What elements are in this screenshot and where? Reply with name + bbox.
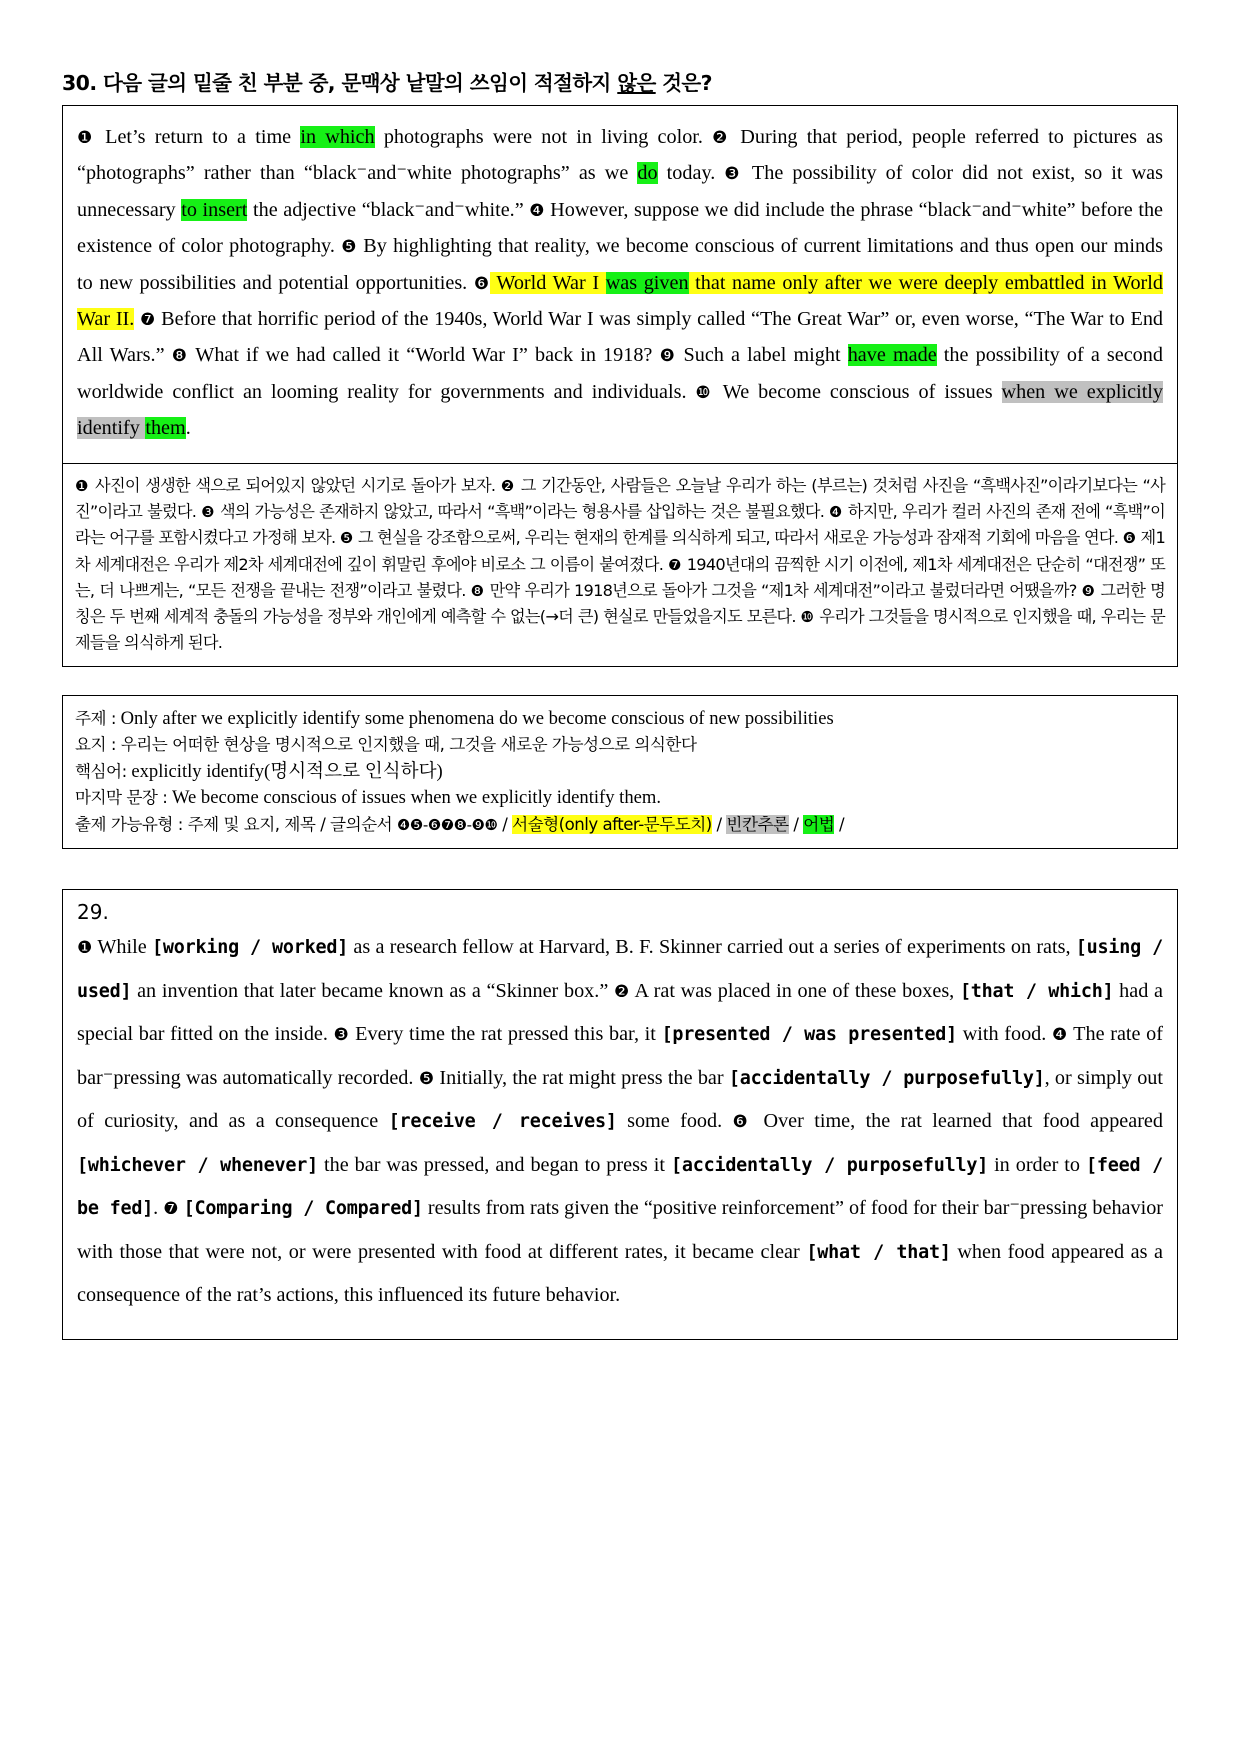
sentence-number: ❸ bbox=[201, 502, 216, 521]
passage-text: the bar was pressed, and began to press it bbox=[318, 1153, 671, 1176]
sentence-number: ❹ bbox=[529, 200, 545, 221]
passage-text: Such a label might bbox=[676, 344, 848, 367]
summary-topic-text: Only after we explicitly identify some phenomena do we become conscious of new possibilities bbox=[120, 707, 834, 729]
summary-gist-line bbox=[75, 732, 1165, 759]
yellow-highlight: World War I bbox=[490, 271, 606, 294]
grammar-choice: [accidentally / purposefully] bbox=[670, 1154, 989, 1176]
passage-text: By highlighting that reality, we become conscious of current limitations and thus open our minds to new possibilities and potential opportunities. bbox=[77, 235, 1163, 294]
passage-text: some food. bbox=[616, 1110, 733, 1133]
passage-text: 색의 가능성은 존재하지 않았고, 따라서 “흑백”이라는 형용사를 삽입하는 것은 불필요했다. bbox=[215, 501, 830, 521]
green-highlight: was given bbox=[605, 271, 689, 294]
passage-text: During that period, people referred to pictures as “photographs” rather than “black⁻and⁻white photographs” as we bbox=[77, 126, 1164, 185]
passage-text: 그 기간동안, 사람들은 오늘날 우리가 하는 (부르는) 것처럼 사진을 “흑백사진”이라기보다는 “사진”이라고 불렀다. bbox=[75, 475, 1166, 521]
passage-text: today. bbox=[657, 162, 725, 185]
english-passage bbox=[77, 120, 1163, 447]
passage-text: Every time the rat pressed this bar, it bbox=[349, 1023, 662, 1046]
summary-gist-text: 우리는 어떠한 현상을 명시적으로 인지했을 때, 그것을 새로운 가능성으로 의식한다 bbox=[120, 735, 697, 755]
sentence-number: ❺ bbox=[418, 1068, 435, 1089]
question-30-passage-box bbox=[62, 105, 1178, 667]
sentence-number: ❶ bbox=[77, 938, 93, 959]
passage-text: 제1차 세계대전은 우리가 제2차 세계대전에 깊이 휘말린 후에야 비로소 그 이름이 붙여졌다. bbox=[75, 528, 1165, 574]
passage-text: 그 현실을 강조함으로써, 우리는 현재의 한계를 의식하게 되고, 따라서 새로운 가능성과 잠재적 기회에 마음을 연다. bbox=[353, 528, 1123, 548]
summary-topic-label: 주제 : bbox=[75, 708, 116, 728]
grammar-choice: [accidentally / purposefully] bbox=[728, 1067, 1045, 1089]
sentence-number: ❷ bbox=[500, 476, 516, 495]
green-highlight: to insert bbox=[181, 198, 248, 221]
korean-translation-container bbox=[63, 463, 1177, 666]
passage-text: What if we had called it “World War I” back in 1918? bbox=[188, 344, 660, 367]
summary-last-sentence-line bbox=[75, 785, 1165, 812]
sentence-number: ❷ bbox=[613, 981, 630, 1002]
question-30-heading-negation: 않은 bbox=[617, 71, 656, 95]
sentence-number: ❿ bbox=[695, 382, 715, 403]
passage-text: in order to bbox=[988, 1153, 1086, 1176]
sentence-number: ❼ bbox=[668, 555, 682, 574]
english-passage-container bbox=[63, 106, 1177, 463]
question-30-heading bbox=[62, 0, 1178, 105]
sentence-number: ❸ bbox=[333, 1025, 350, 1046]
sentence-number: ❿ bbox=[800, 608, 815, 627]
passage-text: 1940년대의 끔찍한 시기 이전에, 제1차 세계대전은 단순히 “대전쟁” 또는, 더 나쁘게는, “모든 전쟁을 끝내는 전쟁”이라고 불렸다. bbox=[75, 554, 1165, 600]
summary-types-text: 주제 및 요지, 제목 / 글의순서 bbox=[187, 814, 397, 834]
summary-type-tag-blank: 빈칸추론 bbox=[726, 814, 789, 834]
summary-types-sep-2: / bbox=[711, 814, 727, 834]
summary-gist-label: 요지 : bbox=[75, 735, 116, 755]
passage-text: results from rats given the “positive reinforcement” of food for their bar⁻pressing behavior with those that were not, or were presented with food at different rates, it became clear bbox=[77, 1197, 1164, 1263]
passage-text: as a research fellow at Harvard, B. F. Skinner carried out a series of experiments on rats, bbox=[348, 936, 1076, 959]
grammar-choice: [using / used] bbox=[77, 937, 1163, 1002]
summary-keyword-text: explicitly identify(명시적으로 인식하다) bbox=[131, 760, 443, 782]
sentence-number: ❻ bbox=[732, 1112, 754, 1133]
grammar-choice: [presented / was presented] bbox=[661, 1024, 958, 1046]
grammar-choice: [receive / receives] bbox=[388, 1111, 617, 1133]
grammar-choice: [Comparing / Compared] bbox=[183, 1198, 423, 1220]
sentence-number: ❻ bbox=[1122, 529, 1137, 548]
summary-topic-line bbox=[75, 706, 1165, 733]
sentence-number: ❽ bbox=[470, 581, 485, 600]
passage-text: Let’s return to a time bbox=[95, 126, 301, 148]
summary-types-line bbox=[75, 812, 1165, 839]
grammar-choice: [feed / be fed] bbox=[77, 1154, 1164, 1220]
sentence-number: ❶ bbox=[77, 128, 96, 148]
summary-keyword-line bbox=[75, 759, 1165, 786]
sentence-number: ❸ bbox=[724, 164, 744, 185]
passage-text: 우리가 그것들을 명시적으로 인지했을 때, 우리는 문제들을 의식하게 된다. bbox=[75, 607, 1166, 653]
passage-text: had a special bar fitted on the inside. bbox=[77, 979, 1163, 1046]
summary-box bbox=[62, 695, 1178, 850]
summary-types-label: 출제 가능유형 : bbox=[75, 814, 183, 834]
summary-types-sep-3: / bbox=[788, 814, 804, 834]
passage-text: Initially, the rat might press the bar bbox=[434, 1066, 729, 1089]
sentence-number: ❼ bbox=[163, 1199, 179, 1220]
passage-text: We become conscious of issues bbox=[714, 380, 1002, 403]
sentence-number: ❻ bbox=[473, 273, 491, 294]
passage-text: . bbox=[153, 1197, 164, 1220]
question-29-box bbox=[62, 889, 1178, 1340]
passage-text: 하지만, 우리가 컬러 사진의 존재 전에 “흑백”이라는 어구를 포함시켰다고 가정해 보자. bbox=[75, 501, 1165, 548]
yellow-highlight: that name only after we were deeply embattled in World War II. bbox=[77, 271, 1163, 331]
passage-text: Before that horrific period of the 1940s, World War I was simply called “The Great War” or, even worse, “The War to End All Wars.” bbox=[77, 308, 1164, 367]
green-highlight: in which bbox=[300, 126, 375, 148]
question-30-heading-main: 30. 다음 글의 밑줄 친 부분 중, 문맥상 낱말의 쓰임이 적절하지 bbox=[62, 71, 618, 95]
passage-text: photographs were not in living color. bbox=[374, 126, 713, 148]
sentence-number: ❾ bbox=[1081, 581, 1096, 600]
passage-text: when food appeared as a consequence of the rat’s actions, this influenced its future behavior. bbox=[77, 1240, 1163, 1307]
sentence-number: ❽ bbox=[171, 346, 189, 367]
passage-text: The possibility of color did not exist, so it was unnecessary bbox=[77, 162, 1164, 221]
question-29-passage bbox=[77, 926, 1163, 1317]
summary-type-tag-writing: 서술형(only after-문두도치) bbox=[512, 814, 712, 834]
grammar-choice: [what / that] bbox=[806, 1241, 951, 1263]
summary-last-sentence-text: We become conscious of issues when we explicitly identify them. bbox=[171, 787, 662, 809]
summary-types-sep-1: / bbox=[497, 814, 513, 834]
passage-text: 그러한 명칭은 두 번째 세계적 충돌의 가능성을 정부와 개인에게 예측할 수 없는(→더 큰) 현실로 만들었을지도 모른다. bbox=[75, 580, 1165, 627]
green-highlight: them bbox=[145, 417, 186, 440]
grammar-choice: [working / worked] bbox=[151, 937, 349, 959]
passage-text: Over time, the rat learned that food appeared bbox=[753, 1110, 1163, 1133]
passage-text: , or simply out of curiosity, and as a consequence bbox=[77, 1066, 1164, 1133]
summary-types-sep-4: / bbox=[834, 814, 845, 834]
sentence-number: ❼ bbox=[140, 310, 156, 331]
passage-text: A rat was placed in one of these boxes, bbox=[629, 979, 960, 1002]
passage-text: . bbox=[185, 417, 191, 440]
sentence-number: ❹ bbox=[829, 502, 843, 521]
gray-highlight: when we explicitly identify bbox=[77, 380, 1164, 440]
summary-last-sentence-label: 마지막 문장 : bbox=[75, 788, 168, 808]
sentence-number: ❺ bbox=[341, 237, 358, 258]
question-29-number: 29. bbox=[77, 900, 109, 925]
grammar-choice: [whichever / whenever] bbox=[77, 1154, 319, 1176]
passage-text: the adjective “black⁻and⁻white.” bbox=[247, 198, 530, 221]
korean-translation bbox=[75, 473, 1165, 656]
summary-type-tag-grammar: 어법 bbox=[803, 814, 835, 834]
passage-text: However, suppose we did include the phrase “black⁻and⁻white” before the existence of color photography. bbox=[77, 198, 1164, 258]
green-highlight: do bbox=[637, 162, 658, 185]
green-highlight: have made bbox=[847, 344, 937, 367]
summary-types-order: ❹❺-❻❼❽-❾❿ bbox=[396, 815, 498, 834]
sentence-number: ❾ bbox=[659, 346, 677, 367]
passage-text: with food. bbox=[957, 1023, 1052, 1046]
summary-keyword-label: 핵심어: bbox=[75, 761, 127, 781]
passage-text: an invention that later became known as a “Skinner box.” bbox=[131, 979, 614, 1002]
grammar-choice: [that / which] bbox=[959, 980, 1114, 1002]
passage-text: 사진이 생생한 색으로 되어있지 않았던 시기로 돌아가 보자. bbox=[89, 475, 501, 495]
sentence-number: ❶ bbox=[75, 476, 90, 495]
sentence-number: ❹ bbox=[1052, 1025, 1068, 1046]
question-30-heading-tail: 것은? bbox=[655, 71, 712, 95]
passage-text: 만약 우리가 1918년으로 돌아가 그것을 “제1차 세계대전”이라고 불렀더라면 어땠을까? bbox=[484, 580, 1082, 600]
passage-text: While bbox=[92, 936, 152, 959]
passage-text: The rate of bar⁻pressing was automatically recorded. bbox=[77, 1023, 1163, 1089]
sentence-number: ❺ bbox=[339, 529, 354, 548]
passage-text: the possibility of a second worldwide conflict an looming reality for governments and individuals. bbox=[77, 344, 1163, 403]
sentence-number: ❷ bbox=[712, 128, 732, 148]
